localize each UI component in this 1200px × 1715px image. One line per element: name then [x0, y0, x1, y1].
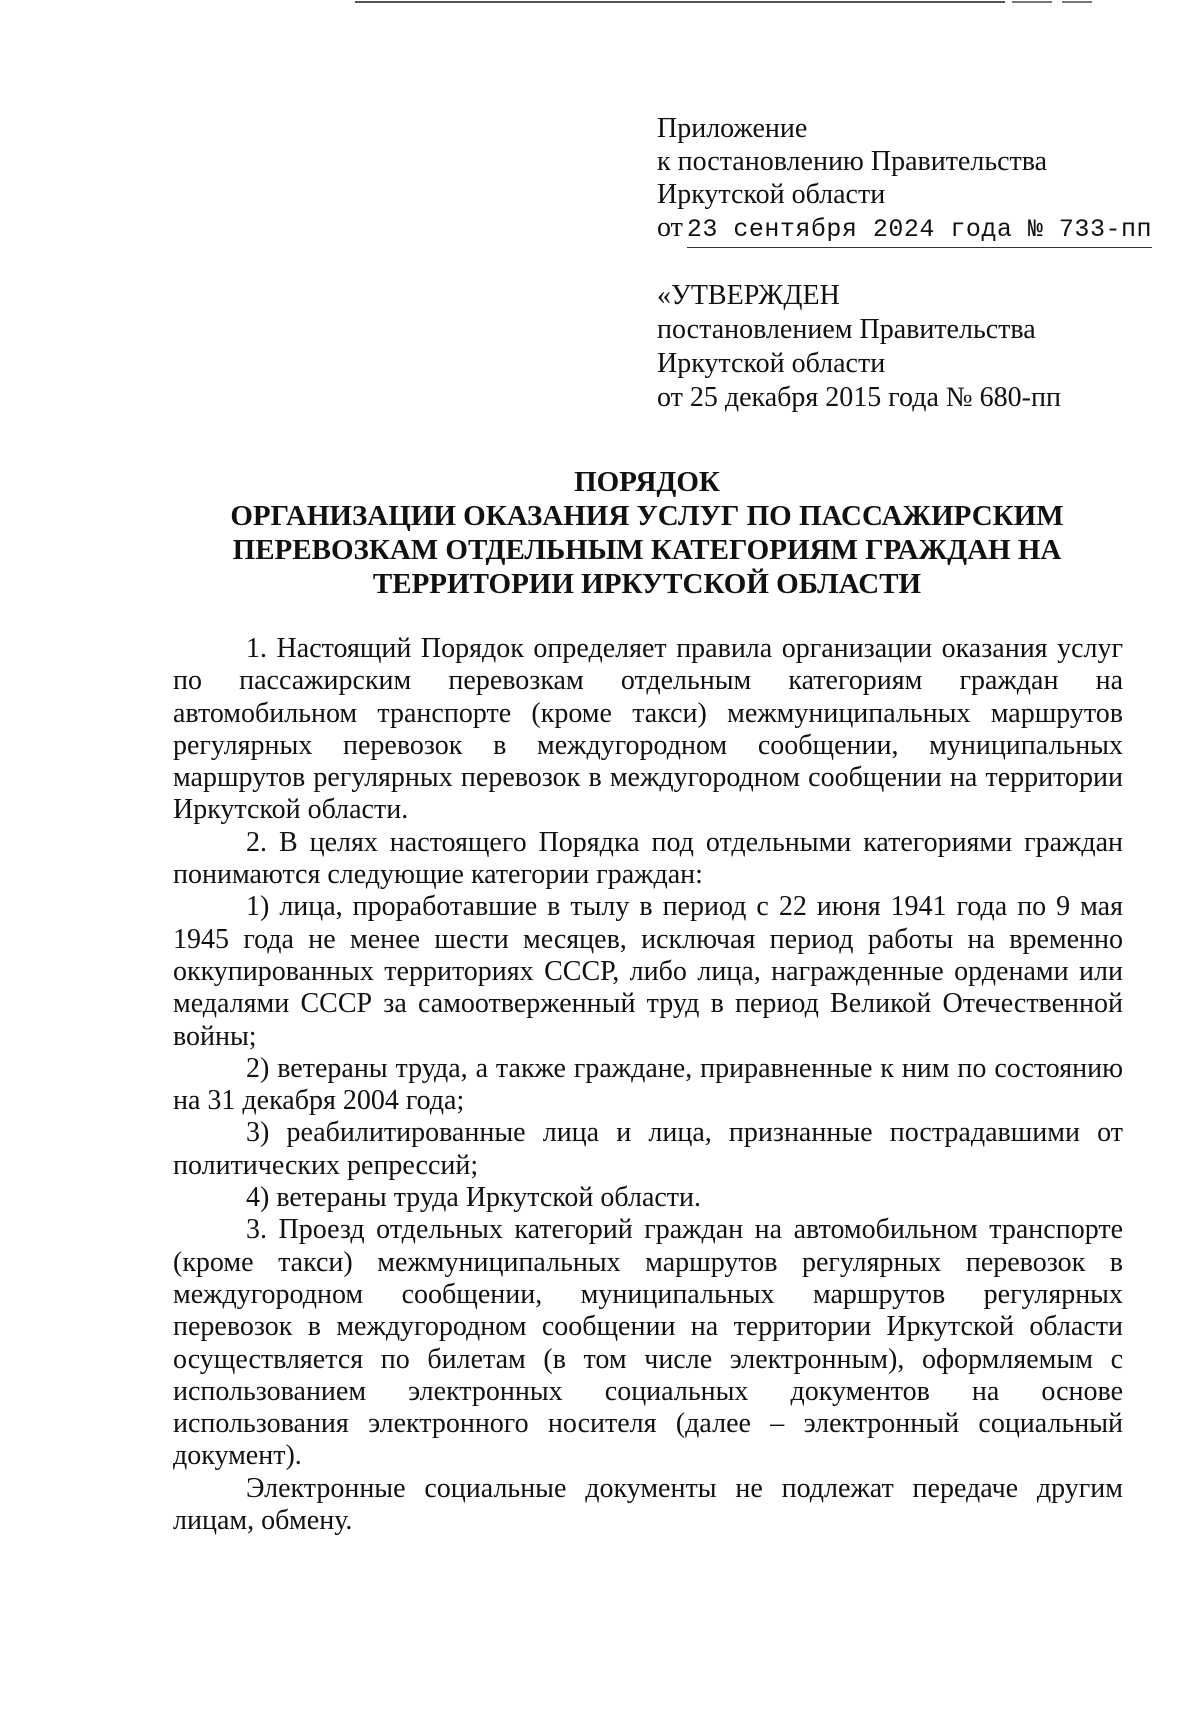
appendix-block: [657, 112, 1152, 248]
appendix-region: Иркутской области: [657, 179, 886, 210]
body-paragraph: Электронные социальные документы не подлежат передаче другим лицам, обмену.: [173, 1472, 1123, 1537]
body-paragraph: 3. Проезд отдельных категорий граждан на автомобильном транспорте (кроме такси) межмуниципальных маршрутов регулярных перевозок в междугородном сообщении, муниципальных маршрутов регулярных перевозок в междугородном сообщении на территории Иркутской области осуществляется по билетам (в том числе электронным), оформляемым с использованием электронных социальных документов на основе использования электронного носителя (далее – электронный социальный документ).: [173, 1214, 1123, 1472]
heading-line-2: ОРГАНИЗАЦИИ ОКАЗАНИЯ УСЛУГ ПО ПАССАЖИРСКИМ: [230, 500, 1064, 532]
body-paragraph: 3) реабилитированные лица и лица, признанные пострадавшими от политических репрессий;: [173, 1117, 1123, 1181]
top-border-dash: [1012, 1, 1052, 3]
appendix-reference: к постановлению Правительства: [657, 146, 1048, 177]
heading-line-3: ПЕРЕВОЗКАМ ОТДЕЛЬНЫМ КАТЕГОРИЯМ ГРАЖДАН НА: [232, 534, 1062, 566]
body-paragraph: 4) ветераны труда Иркутской области.: [246, 1182, 702, 1214]
document-heading: [172, 465, 1122, 601]
document-body: [173, 633, 1123, 1537]
approval-region: Иркутской области: [657, 348, 886, 379]
body-paragraph: 1) лица, проработавшие в тылу в период с 22 июня 1941 года по 9 мая 1945 года не менее шести месяцев, исключая период работы на временно оккупированных территориях СССР, либо лица, награжденные орденами или медалями СССР за самоотверженный труд в период Великой Отечественной войны;: [173, 891, 1123, 1052]
appendix-date-stamp: 23 сентября 2024 года № 733-пп: [687, 213, 1152, 248]
appendix-date-line: [657, 211, 1152, 248]
body-paragraph: 2. В целях настоящего Порядка под отдельными категориями граждан понимаются следующие категории граждан:: [173, 826, 1123, 891]
appendix-date-prefix: от: [657, 212, 683, 243]
approval-date: от 25 декабря 2015 года № 680-пп: [657, 382, 1061, 413]
body-paragraph: 1. Настоящий Порядок определяет правила организации оказания услуг по пассажирским перевозкам отдельным категориям граждан на автомобильном транспорте (кроме такси) межмуниципальных маршрутов регулярных перевозок в междугородном сообщении, муниципальных маршрутов регулярных перевозок в междугородном сообщении на территории Иркутской области.: [173, 633, 1123, 826]
appendix-title: Приложение: [657, 113, 808, 144]
approval-authority: постановлением Правительства: [657, 314, 1036, 345]
top-border-dash: [1062, 1, 1092, 3]
heading-line-4: ТЕРРИТОРИИ ИРКУТСКОЙ ОБЛАСТИ: [372, 568, 922, 600]
approval-title: «УТВЕРЖДЕН: [657, 280, 840, 311]
top-border-line: [355, 1, 1005, 3]
heading-line-1: ПОРЯДОК: [574, 466, 720, 498]
approval-block: [657, 279, 1127, 415]
body-paragraph: 2) ветераны труда, а также граждане, приравненные к ним по состоянию на 31 декабря 2004 года;: [173, 1052, 1123, 1117]
